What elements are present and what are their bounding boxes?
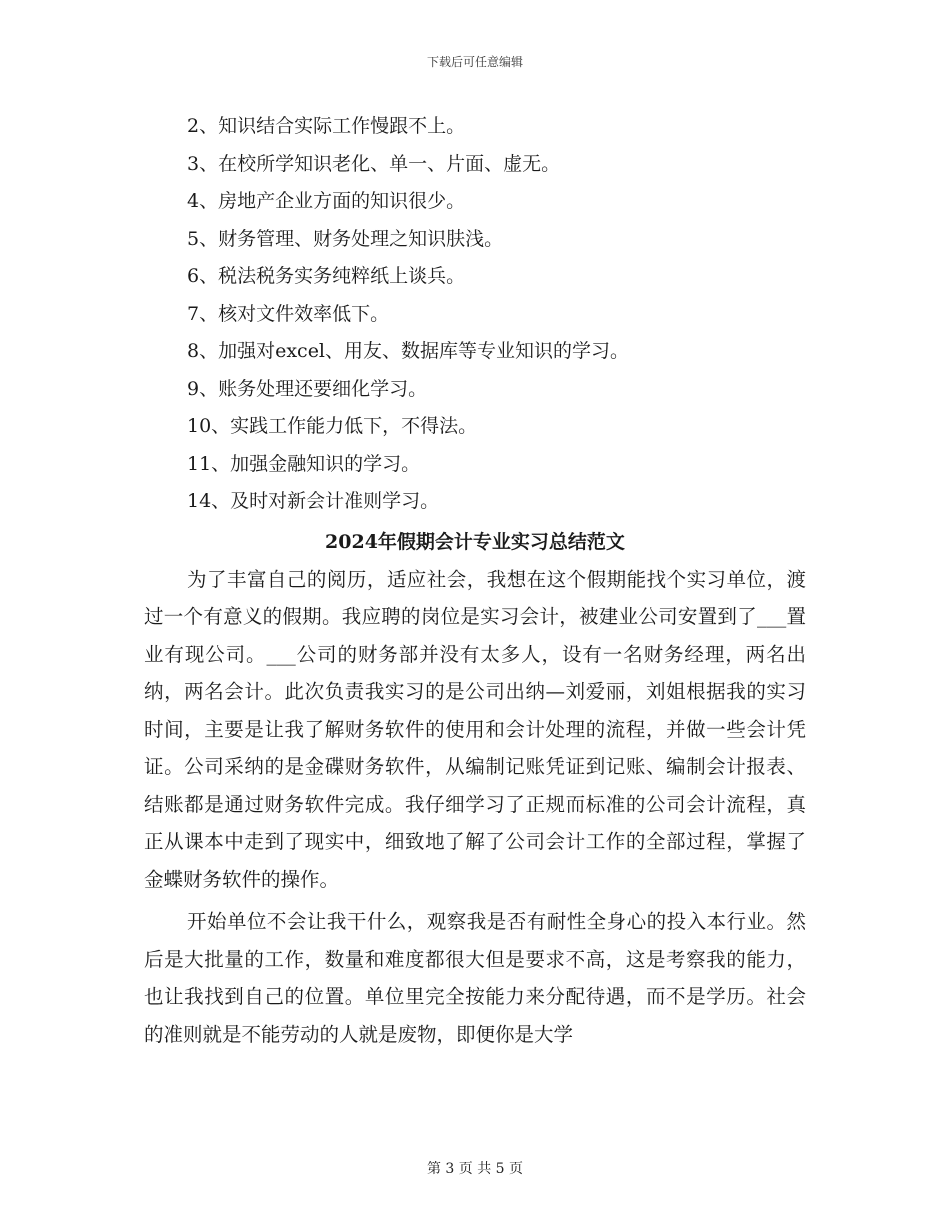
page-number: 第 3 页 共 5 页 — [426, 1161, 524, 1177]
article-paragraph: 开始单位不会让我干什么，观察我是否有耐性全身心的投入本行业。然后是大批量的工作，数量和难度都很大但是要求不高，这是考察我的能力，也让我找到自己的位置。单位里完全按能力来分配待遇，而不是学历。社会的准则就是不能劳动的人就是废物，即便你是大学 — [144, 910, 806, 1046]
page-header: 下载后可任意编辑 — [426, 55, 523, 69]
list-item: 10、实践工作能力低下，不得法。 — [187, 415, 478, 437]
list-item: 6、税法税务实务纯粹纸上谈兵。 — [187, 265, 466, 287]
article-title: 2024年假期会计专业实习总结范文 — [325, 530, 625, 553]
list-item: 3、在校所学知识老化、单一、片面、虚无。 — [187, 152, 561, 175]
list-item: 11、加强金融知识的学习。 — [187, 452, 421, 475]
issue-list — [144, 108, 806, 521]
article-paragraph: 为了丰富自己的阅历，适应社会，我想在这个假期能找个实习单位，渡过一个有意义的假期。我应聘的岗位是实习会计，被建业公司安置到了___置业有现公司。___公司的财务部并没有太多人，设有一名财务经理，两名出纳，两名会计。此次负责我实习的是公司出纳—刘爱丽，刘姐根据我的实习时间，主要是让我了解财务软件的使用和会计处理的流程，并做一些会计凭证。公司采纳的是金碟财务软件，从编制记账凭证到记账、编制会计报表、结账都是通过财务软件完成。我仔细学习了正规而标准的公司会计流程，真正从课本中走到了现实中，细致地了解了公司会计工作的全部过程，掌握了金蝶财务软件的操作。 — [144, 567, 806, 891]
list-item: 7、核对文件效率低下。 — [187, 302, 390, 325]
list-item: 2、知识结合实际工作慢跟不上。 — [187, 115, 466, 137]
list-item: 14、及时对新会计准则学习。 — [187, 490, 440, 512]
list-item: 8、加强对excel、用友、数据库等专业知识的学习。 — [187, 340, 630, 362]
list-item: 5、财务管理、财务处理之知识肤浅。 — [187, 227, 504, 250]
list-item: 4、房地产企业方面的知识很少。 — [187, 190, 466, 212]
document-body — [144, 108, 806, 1053]
list-item: 9、账务处理还要细化学习。 — [187, 377, 428, 400]
